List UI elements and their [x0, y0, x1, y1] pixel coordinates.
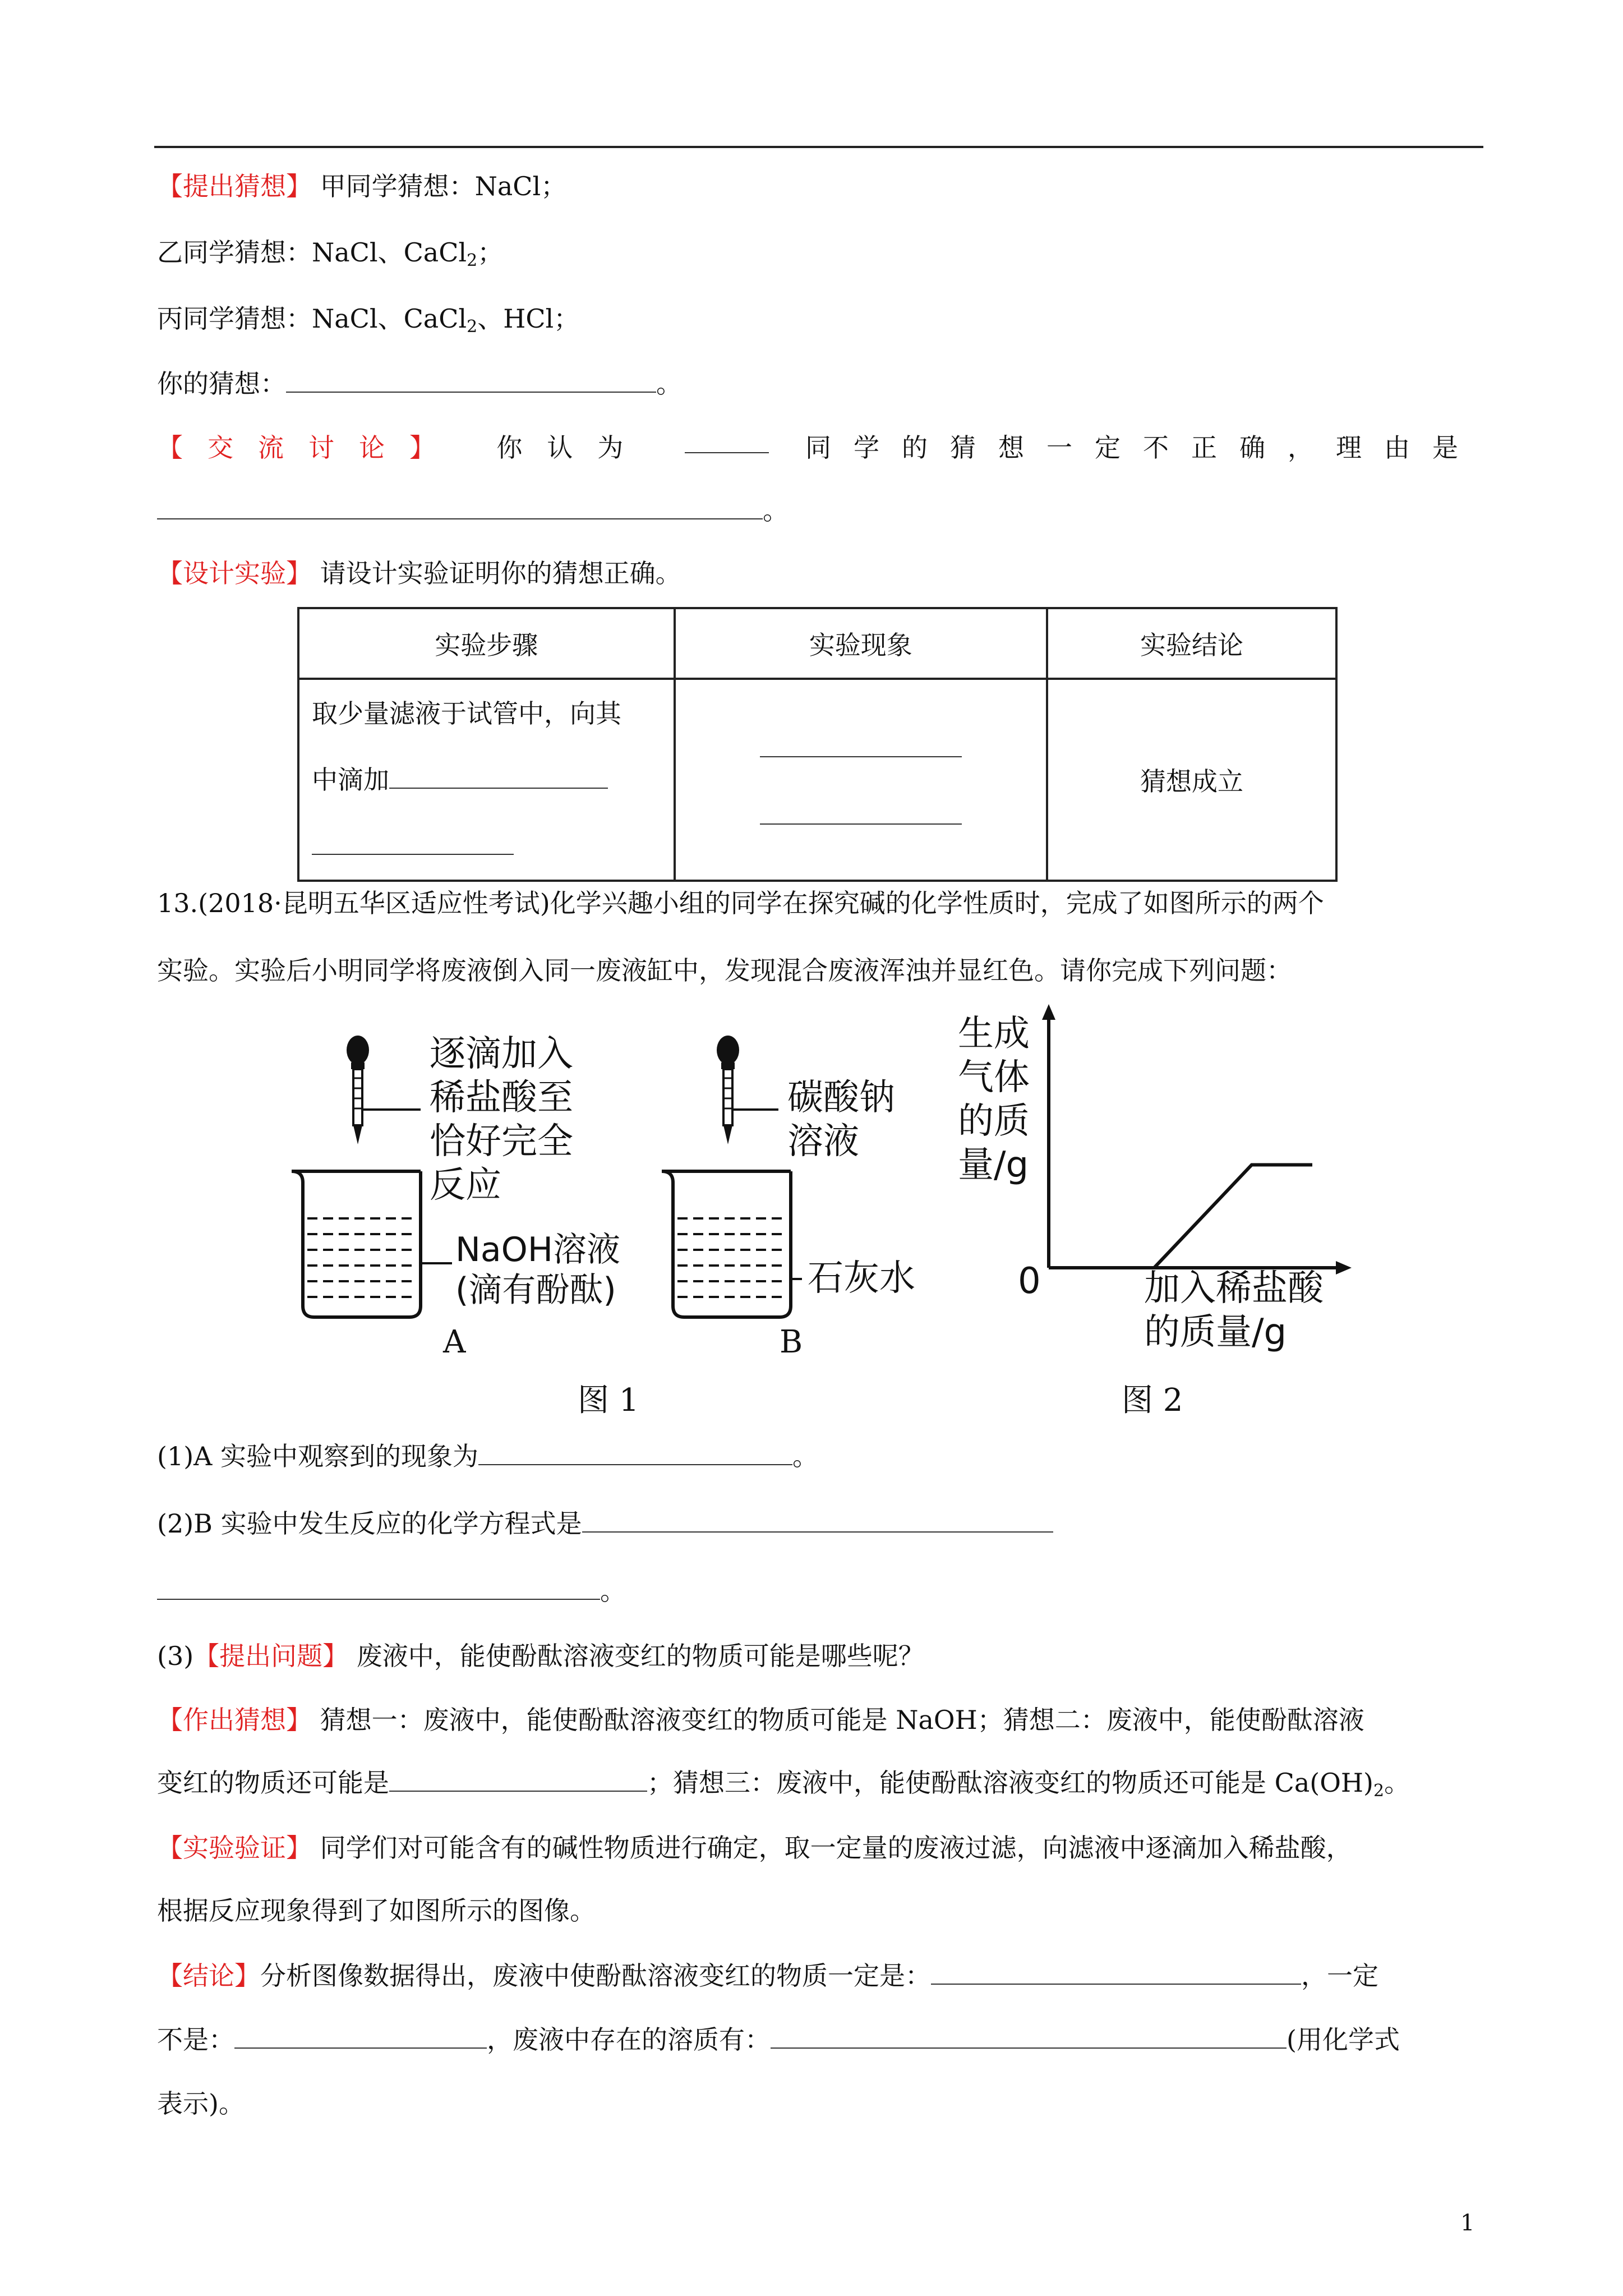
guess-line-jia: [157, 169, 566, 203]
guess-yours-end: 。: [656, 369, 682, 399]
conclusion-text-2b: ，废液中存在的溶质有：: [487, 2024, 771, 2055]
table-row: [298, 679, 1336, 881]
design-text: 请设计实验证明你的猜想正确。: [320, 558, 681, 588]
chart-x-arrow: [1336, 1261, 1352, 1274]
table-header-row: [298, 608, 1336, 679]
hypothesis-blank[interactable]: [389, 1769, 647, 1792]
a-label-line-4: 反应: [430, 1165, 501, 1206]
chart-series-line: [1049, 1165, 1312, 1268]
header-rule: [154, 146, 1483, 148]
q2-blank-2[interactable]: [157, 1577, 600, 1600]
conclusion-blank-2[interactable]: [234, 2026, 487, 2049]
q3-prefix: (3): [157, 1641, 194, 1671]
step-line-2: [312, 747, 673, 813]
chart-y-label-4: 量/g: [958, 1144, 1029, 1186]
q1-line: [157, 1439, 818, 1473]
conclusion-tag: 【结论】: [157, 1961, 260, 1991]
discussion-end: 。: [763, 495, 789, 526]
guess-tag: 【提出猜想】: [157, 171, 312, 201]
conclusion-end-1: ，一定: [1301, 1961, 1378, 1991]
verify-line-1: [157, 1831, 1352, 1865]
q2-blank-1[interactable]: [582, 1510, 1053, 1533]
q1-end: 。: [792, 1441, 819, 1471]
conclusion-text-1: 分析图像数据得出，废液中使酚酞溶液变红的物质一定是：: [260, 1961, 931, 1991]
q2-line-2: [157, 1574, 626, 1608]
table-header-conclusion: 实验结论: [1047, 608, 1336, 679]
a-label-line-1: 逐滴加入: [430, 1033, 573, 1075]
discussion-blank-student[interactable]: [685, 431, 769, 453]
dropper-bulb-a: [347, 1036, 369, 1065]
table-cell-phenomenon: [675, 679, 1048, 881]
hypothesis-line-2: [157, 1766, 1410, 1800]
hypothesis-tag: 【作出猜想】: [157, 1705, 312, 1735]
chart-x-label-2: 的质量/g: [1144, 1312, 1287, 1353]
chart-x-label-1: 加入稀盐酸: [1144, 1268, 1324, 1309]
conclusion-blank-3[interactable]: [771, 2026, 1287, 2049]
figure-a: [280, 1032, 639, 1324]
figure-b-dropper-label: [787, 1076, 895, 1163]
q13-line-2: 实验。实验后小明同学将废液倒入同一废液缸中，发现混合废液浑浊并显红色。请你完成下列问题：: [157, 955, 1292, 986]
beaker-b: [662, 1171, 791, 1317]
hypothesis-text-1: 猜想一：废液中，能使酚酞溶液变红的物质可能是 NaOH；猜想二：废液中，能使酚酞溶液: [320, 1705, 1364, 1735]
table-header-steps: 实验步骤: [298, 608, 675, 679]
step-blank-2[interactable]: [312, 832, 514, 855]
figure-2-caption: 图 2: [1122, 1382, 1183, 1419]
phenomenon-row-2: [676, 780, 1046, 847]
discussion-text-b: 同学的猜想一定不正确，理由是: [805, 432, 1481, 463]
step-line-3: [312, 813, 673, 879]
figure-a-beaker-label: [455, 1230, 620, 1310]
discussion-line-2: [157, 494, 789, 527]
guess-yi-suffix: ；: [477, 237, 504, 268]
design-line: [157, 556, 681, 590]
hypothesis-end: 。: [1384, 1768, 1410, 1798]
guess-bing-suffix: 、HCl；: [477, 303, 580, 334]
q2-line: [157, 1507, 1053, 1540]
hypothesis-text-2b: ；猜想三：废液中，能使酚酞溶液变红的物质还可能是 Ca(OH): [647, 1768, 1373, 1798]
beaker-a: [292, 1171, 421, 1317]
chart-y-arrow: [1042, 1004, 1055, 1020]
conclusion-line-3: 表示)。: [157, 2088, 245, 2119]
conclusion-blank-1[interactable]: [931, 1962, 1301, 1985]
a-label-line-3: 恰好完全: [430, 1121, 573, 1162]
chart-x-label: [1144, 1267, 1324, 1354]
a-beaker-line-1: NaOH溶液: [455, 1230, 620, 1269]
figure-1-caption: 图 1: [578, 1382, 639, 1419]
figure-a-dropper-label: [430, 1032, 573, 1207]
conclusion-end-2: (用化学式: [1287, 2024, 1400, 2055]
discussion-blank-reason[interactable]: [157, 497, 763, 519]
discussion-text-a: 你认为: [496, 432, 648, 463]
q2-end: 。: [600, 1576, 626, 1606]
figure-a-letter: A: [443, 1324, 466, 1360]
dropper-bulb-b: [717, 1036, 739, 1065]
experiment-table: [297, 607, 1338, 882]
discussion-tag: 【交流讨论】: [157, 432, 460, 463]
phenomenon-blank-2[interactable]: [760, 802, 962, 825]
discussion-line: [157, 431, 1481, 464]
a-label-line-2: 稀盐酸至: [430, 1077, 573, 1119]
figure-b-beaker-label: 石灰水: [808, 1258, 915, 1299]
hypothesis-sub: 2: [1373, 1781, 1385, 1801]
figure-b-letter: B: [780, 1324, 803, 1360]
q3-line: [157, 1639, 924, 1673]
conclusion-text-2a: 不是：: [157, 2024, 234, 2055]
step-blank-1[interactable]: [389, 766, 608, 789]
guess-line-yours: [157, 367, 682, 401]
design-tag: 【设计实验】: [157, 558, 312, 588]
conclusion-line-1: [157, 1959, 1378, 1993]
guess-yi-sub: 2: [467, 251, 478, 270]
guess-line-yi: [157, 236, 503, 269]
conclusion-line-2: [157, 2023, 1400, 2056]
chart-y-label-3: 的质: [958, 1101, 1030, 1142]
q13-line-1: 13.(2018·昆明五华区适应性考试)化学兴趣小组的同学在探究碱的化学性质时，完成了如图所示的两个: [157, 888, 1324, 918]
phenomenon-row-1: [676, 712, 1046, 780]
guess-jia: 甲同学猜想：NaCl；: [320, 171, 567, 201]
verify-line-2: 根据反应现象得到了如图所示的图像。: [157, 1895, 596, 1926]
guess-bing-sub: 2: [467, 317, 478, 337]
table-cell-steps: [298, 679, 675, 881]
q1-blank[interactable]: [478, 1443, 792, 1465]
q3-text: 废液中，能使酚酞溶液变红的物质可能是哪些呢？: [356, 1641, 924, 1671]
step-line-1: 取少量滤液于试管中，向其: [312, 698, 621, 729]
verify-text-1: 同学们对可能含有的碱性物质进行确定，取一定量的废液过滤，向滤液中逐滴加入稀盐酸，: [320, 1833, 1352, 1863]
step-line-2-text: 中滴加: [312, 765, 389, 795]
guess-bing: 丙同学猜想：NaCl、CaCl: [157, 303, 467, 334]
a-beaker-line-2: (滴有酚酞): [455, 1271, 616, 1310]
chart-y-label-1: 生成: [958, 1013, 1030, 1055]
q3-tag: 【提出问题】: [193, 1641, 349, 1671]
b-label-line-1: 碳酸钠: [787, 1077, 895, 1119]
gas-mass-chart: [1032, 1004, 1352, 1279]
q2-text: (2)B 实验中发生反应的化学方程式是: [157, 1508, 582, 1539]
table-cell-conclusion: 猜想成立: [1047, 679, 1336, 881]
hypothesis-line-1: [157, 1703, 1364, 1737]
b-label-line-2: 溶液: [787, 1121, 859, 1162]
q1-text: (1)A 实验中观察到的现象为: [157, 1441, 479, 1471]
verify-tag: 【实验验证】: [157, 1833, 312, 1863]
page-number: 1: [1460, 2210, 1475, 2236]
phenomenon-blank-1[interactable]: [760, 735, 962, 757]
chart-y-label: [958, 1012, 1030, 1187]
table-header-phenomenon: 实验现象: [675, 608, 1048, 679]
figure-b: [651, 1032, 942, 1324]
guess-yi: 乙同学猜想：NaCl、CaCl: [157, 237, 467, 268]
hypothesis-text-2a: 变红的物质还可能是: [157, 1768, 389, 1798]
guess-line-bing: [157, 302, 579, 335]
chart-origin: 0: [1018, 1260, 1041, 1302]
guess-blank[interactable]: [286, 370, 656, 393]
chart-y-label-2: 气体: [958, 1057, 1030, 1098]
guess-yours: 你的猜想：: [157, 369, 286, 399]
